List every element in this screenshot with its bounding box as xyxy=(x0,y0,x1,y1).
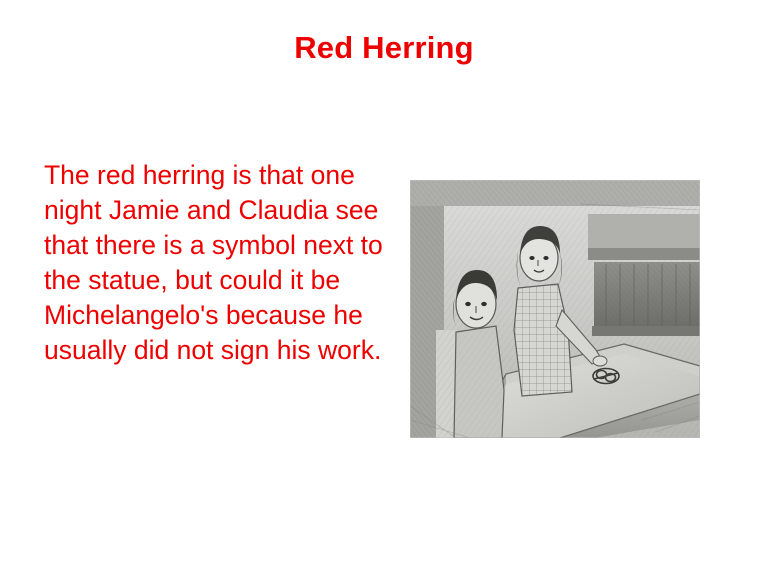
slide-body-text: The red herring is that one night Jamie and Claudia see that there is a symbol next to the statue, but could it be Michelangelo's because he usually did not sign his work. xyxy=(44,160,383,365)
page-title: Red Herring xyxy=(294,30,474,65)
pencil-sketch-illustration xyxy=(410,180,700,438)
